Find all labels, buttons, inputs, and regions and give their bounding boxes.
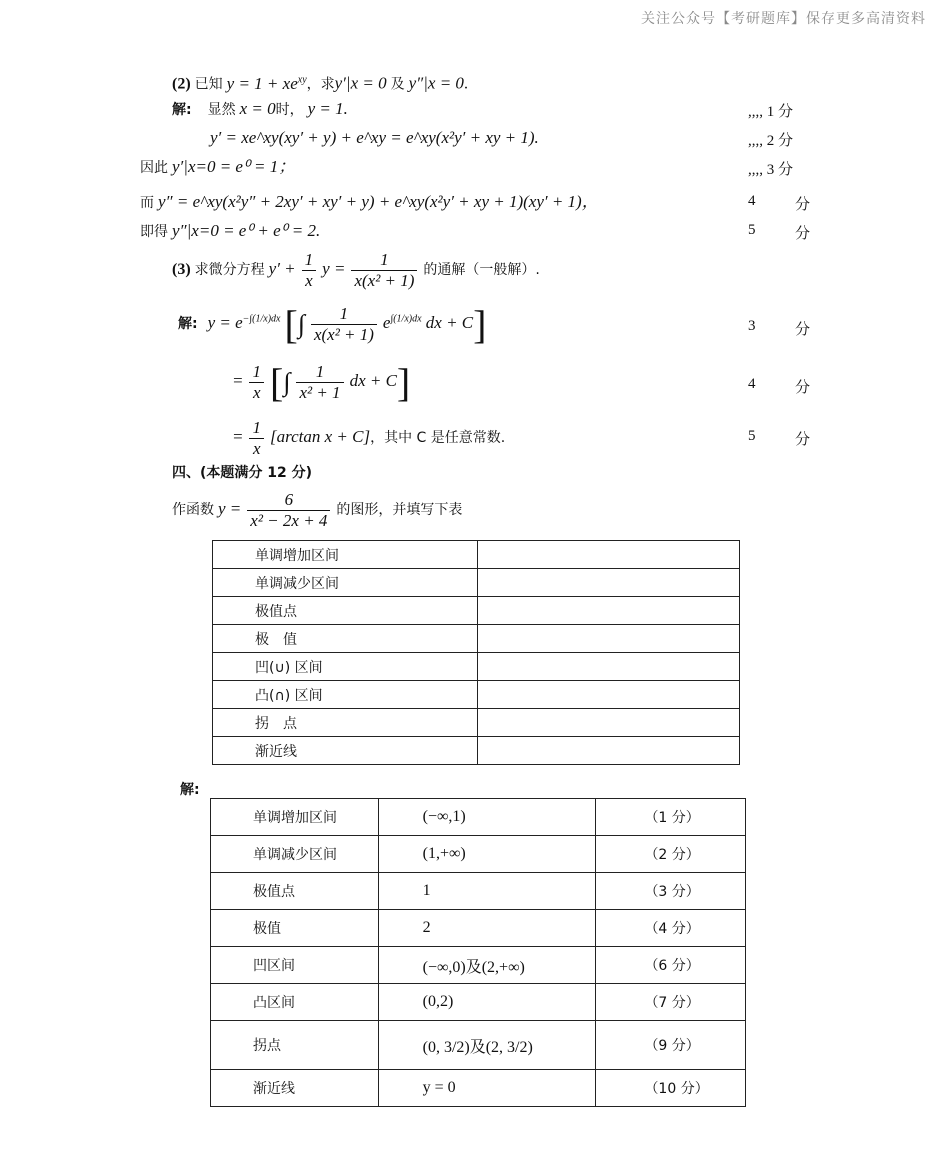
score-mark: ,,,, 3 分 <box>748 162 794 178</box>
fraction: $\frac{1}{x}$ <box>249 418 264 459</box>
equals-sign: = <box>232 427 244 447</box>
score-number: 4 <box>748 193 756 209</box>
table-row <box>213 569 740 597</box>
score-number: 5 <box>748 222 756 238</box>
solution-label: 解: <box>180 782 200 798</box>
fraction: $\frac{1}{\text{x² + 1}}$ <box>296 362 343 403</box>
row-value: (1,+∞) <box>378 836 596 873</box>
question-text: 求微分方程 <box>194 262 265 279</box>
solution-label: 解: <box>178 316 198 333</box>
question-text: 作函数 <box>172 502 214 519</box>
solution-text: 即得 <box>140 224 168 240</box>
right-bracket: ] <box>396 359 411 405</box>
row-label: 单调减少区间 <box>213 569 478 597</box>
solution-math: x = 0 <box>239 99 276 118</box>
row-value: (0, 3/2)及(2, 3/2) <box>378 1021 596 1070</box>
question-text: 已知 <box>194 76 223 93</box>
blank-cell <box>478 625 740 653</box>
solution-text: 时， <box>275 102 304 118</box>
equation-part: y = <box>218 499 242 519</box>
score-unit: 分 <box>795 224 811 242</box>
watermark: 关注公众号【考研题库】保存更多高清资料 <box>641 11 926 27</box>
solution-math: y = 1. <box>307 99 348 118</box>
row-label: 极值点 <box>211 873 379 910</box>
solution-text: 因此 <box>140 160 168 176</box>
row-label: 凹(∪) 区间 <box>213 653 478 681</box>
solution-math: y″ = e^xy(x²y″ + 2xy′ + xy′ + y) + e^xy(x²y′ + xy + 1)(xy′ + 1)， <box>158 192 599 211</box>
row-label: 单调增加区间 <box>213 541 478 569</box>
score-mark: ,,,, 2 分 <box>748 133 794 149</box>
table-row <box>213 541 740 569</box>
blank-cell <box>478 597 740 625</box>
row-label: 极值 <box>211 910 379 947</box>
solution-text: 而 <box>140 195 154 211</box>
row-label: 单调增加区间 <box>211 799 379 836</box>
table-row <box>211 799 746 836</box>
row-score: （6 分） <box>596 947 746 984</box>
table-row <box>213 597 740 625</box>
question-text: 及 <box>390 76 405 93</box>
row-label: 凸区间 <box>211 984 379 1021</box>
given-equation: $y = 1 + xe^{xy}$ <box>226 73 307 93</box>
blank-cell <box>478 569 740 597</box>
blank-cell <box>478 737 740 765</box>
row-score: （7 分） <box>596 984 746 1021</box>
score-unit: 分 <box>795 378 811 396</box>
score-number: 3 <box>748 318 756 334</box>
fraction: $\frac{1}{x}$ <box>249 362 264 403</box>
section-4-question <box>172 490 462 531</box>
table-row <box>211 1070 746 1107</box>
score-unit: 分 <box>795 195 811 213</box>
row-score: （1 分） <box>596 799 746 836</box>
row-label: 极值点 <box>213 597 478 625</box>
question-text: ，求 <box>306 76 335 93</box>
fraction: $\frac{1}{\text{x(x² + 1)}}$ <box>311 304 377 345</box>
row-label: 拐 点 <box>213 709 478 737</box>
solution-math: $y = e^{-\int(1/x)dx}$ <box>207 313 281 333</box>
row-score: （10 分） <box>596 1070 746 1107</box>
row-value: (−∞,1) <box>378 799 596 836</box>
equation-part: y′ + <box>268 259 296 279</box>
solution-line-5 <box>140 221 320 242</box>
table-row <box>213 653 740 681</box>
fraction: $\frac{6}{\text{x² − 2x + 4}}$ <box>247 490 330 531</box>
row-label: 凸(∩) 区间 <box>213 681 478 709</box>
problem-label: (3) <box>172 261 191 279</box>
fraction: $\frac{1}{\text{x(x² + 1)}}$ <box>351 250 417 291</box>
row-value: (−∞,0)及(2,+∞) <box>378 947 596 984</box>
integral-sign: ∫ <box>283 367 291 397</box>
solution-math: $e^{\int(1/x)dx}$ dx + C <box>382 313 474 333</box>
problem-2-question <box>172 70 468 95</box>
table-row <box>211 836 746 873</box>
solution-text: ，其中 C 是任意常数. <box>370 430 506 447</box>
question-text: 的图形，并填写下表 <box>336 502 463 519</box>
solution-math: y″|x=0 = e⁰ + e⁰ = 2. <box>172 221 321 240</box>
target-y1: y′|x = 0 <box>334 73 387 93</box>
row-label: 极 值 <box>213 625 478 653</box>
blank-cell <box>478 541 740 569</box>
integral-sign: ∫ <box>297 309 305 339</box>
solution-line-2: y′ = xe^xy(xy′ + y) + e^xy = e^xy(x²y′ + xy + 1). <box>210 128 539 147</box>
p3-solution-step-2 <box>232 359 411 405</box>
row-score: （4 分） <box>596 910 746 947</box>
row-score: （9 分） <box>596 1021 746 1070</box>
problem-3-question <box>172 250 540 291</box>
fraction: $\frac{1}{x}$ <box>302 250 317 291</box>
question-text: 的通解（一般解）. <box>423 262 540 279</box>
table-row <box>211 910 746 947</box>
solution-line-4 <box>140 192 599 213</box>
equals-sign: = <box>232 371 244 391</box>
table-row <box>211 1021 746 1070</box>
section-heading: 四、(本题满分 12 分) <box>172 465 313 481</box>
problem-label: (2) <box>172 75 191 93</box>
row-value: 2 <box>378 910 596 947</box>
score-mark: ,,,, 1 分 <box>748 104 794 120</box>
table-row <box>211 873 746 910</box>
table-row <box>213 681 740 709</box>
score-number: 5 <box>748 428 756 444</box>
blank-cell <box>478 653 740 681</box>
table-row <box>213 737 740 765</box>
score-unit: 分 <box>795 430 811 448</box>
solution-text: 显然 <box>207 102 236 118</box>
solution-line-1 <box>172 99 348 120</box>
row-value: 1 <box>378 873 596 910</box>
row-value: (0,2) <box>378 984 596 1021</box>
right-bracket: ] <box>473 301 487 347</box>
solution-math: y′|x=0 = e⁰ = 1； <box>172 157 296 176</box>
p3-solution-step-3 <box>232 418 505 459</box>
left-bracket: [ <box>284 301 298 347</box>
answer-table <box>210 798 746 1107</box>
table-row <box>213 625 740 653</box>
table-row <box>211 947 746 984</box>
row-label: 渐近线 <box>213 737 478 765</box>
table-row <box>211 984 746 1021</box>
row-score: （3 分） <box>596 873 746 910</box>
solution-math: [arctan x + C] <box>269 427 371 447</box>
target-y2: y″|x = 0 <box>408 73 464 93</box>
solution-math: dx + C <box>349 371 397 391</box>
row-label: 单调减少区间 <box>211 836 379 873</box>
solution-line-3 <box>140 157 295 178</box>
solution-label: 解: <box>172 102 192 118</box>
blank-table <box>212 540 740 765</box>
equation-part: y = <box>322 259 346 279</box>
row-value: y = 0 <box>378 1070 596 1107</box>
row-label: 拐点 <box>211 1021 379 1070</box>
table-row <box>213 709 740 737</box>
blank-cell <box>478 681 740 709</box>
left-bracket: [ <box>269 359 284 405</box>
score-number: 4 <box>748 376 756 392</box>
blank-cell <box>478 709 740 737</box>
score-unit: 分 <box>795 320 811 338</box>
row-label: 渐近线 <box>211 1070 379 1107</box>
p3-solution-step-1 <box>178 301 487 347</box>
row-label: 凹区间 <box>211 947 379 984</box>
period: . <box>463 75 468 93</box>
row-score: （2 分） <box>596 836 746 873</box>
